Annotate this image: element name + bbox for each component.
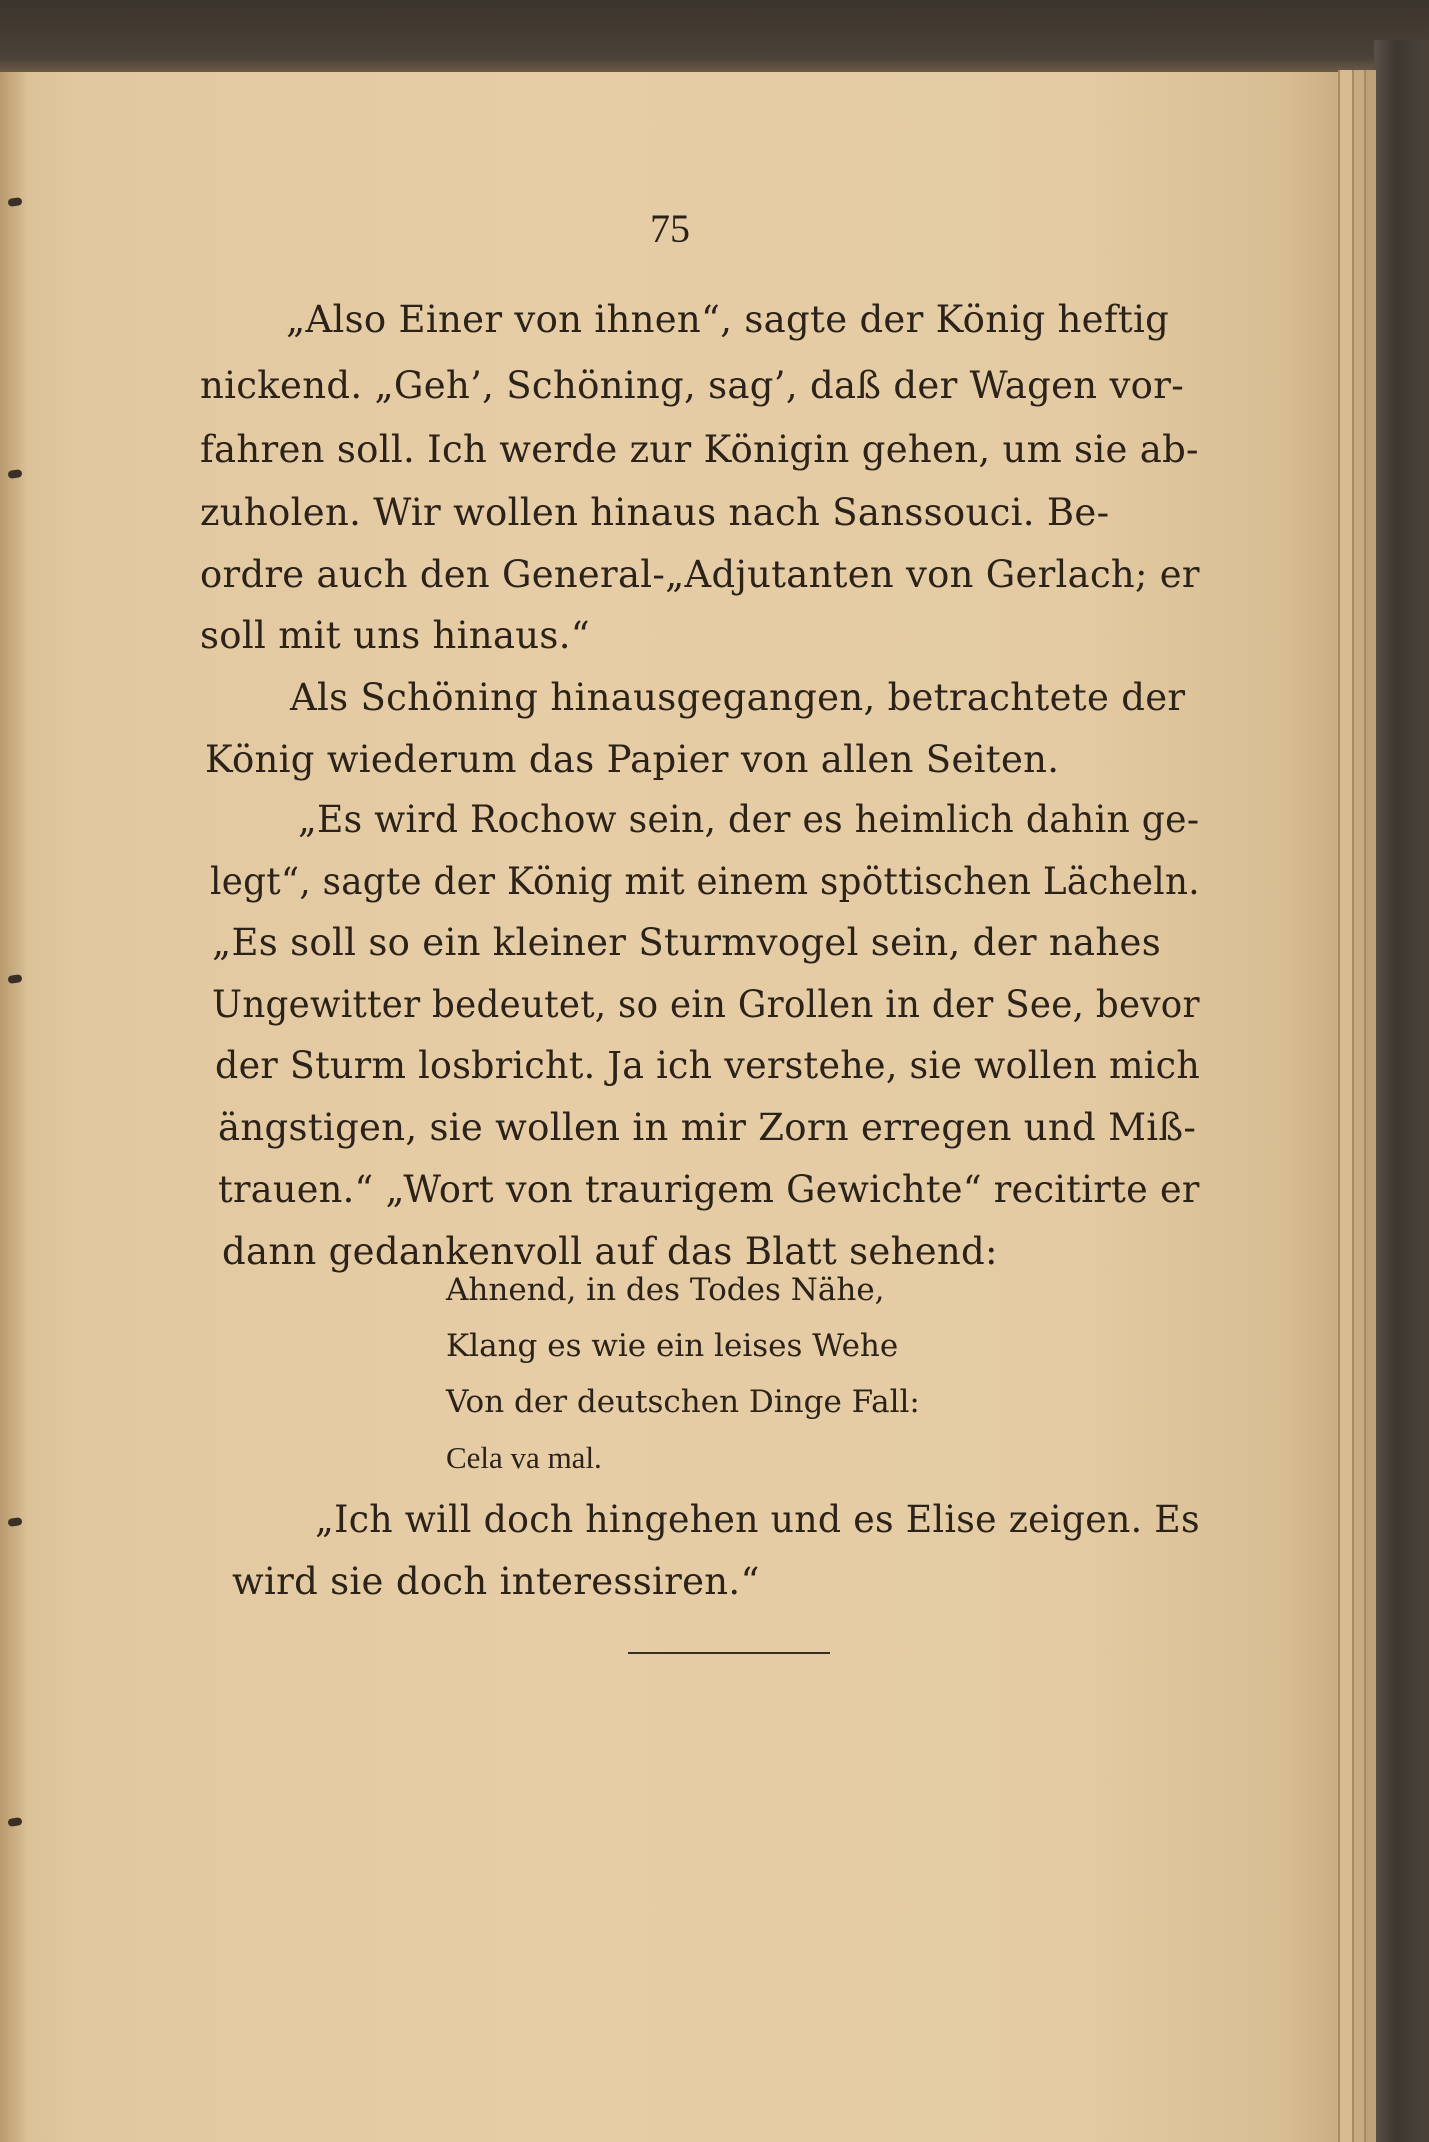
top-cover-strip [0, 0, 1429, 72]
text-line: soll mit uns hinaus.“ [200, 614, 590, 657]
text-line: Als Schöning hinausgegangen, betrachtete der [290, 676, 1186, 719]
text-line: „Ich will doch hingehen und es Elise zeigen. Es [315, 1498, 1200, 1541]
section-end-rule [628, 1652, 830, 1654]
text-line: „Also Einer von ihnen“, sagte der König heftig [286, 298, 1170, 341]
page-number: 75 [650, 206, 690, 251]
text-line: legt“, sagte der König mit einem spöttischen Lächeln. [210, 860, 1200, 903]
verse-line: Ahnend, in des Todes Nähe, [446, 1272, 885, 1308]
verse-line: Klang es wie ein leises Wehe [446, 1328, 899, 1364]
text-line: der Sturm losbricht. Ja ich verstehe, sie wollen mich [215, 1044, 1201, 1087]
text-line: dann gedankenvoll auf das Blatt sehend: [222, 1230, 998, 1273]
text-line: ordre auch den General-„Adjutanten von Gerlach; er [200, 553, 1200, 596]
text-line: nickend. „Geh’, Schöning, sag’, daß der Wagen vor- [200, 364, 1185, 407]
book-spine-band [1374, 40, 1429, 2142]
text-line: ängstigen, sie wollen in mir Zorn erregen und Miß- [218, 1106, 1197, 1149]
text-line: „Es soll so ein kleiner Sturmvogel sein, der nahes [212, 921, 1161, 964]
verse-line: Von der deutschen Dinge Fall: [446, 1384, 920, 1420]
text-line: Ungewitter bedeutet, so ein Grollen in der See, bevor [212, 983, 1200, 1026]
verse-line: Cela va mal. [446, 1440, 602, 1475]
text-line: zuholen. Wir wollen hinaus nach Sanssouci. Be- [200, 491, 1110, 534]
text-line: „Es wird Rochow sein, der es heimlich dahin ge- [298, 798, 1200, 841]
text-line: König wiederum das Papier von allen Seiten. [205, 738, 1060, 781]
page-gutter-shadow [0, 72, 28, 2142]
text-line: wird sie doch interessiren.“ [232, 1560, 760, 1603]
page-edge [1364, 70, 1376, 2142]
text-line: fahren soll. Ich werde zur Königin gehen, um sie ab- [200, 428, 1199, 471]
text-line: trauen.“ „Wort von traurigem Gewichte“ recitirte er [218, 1168, 1200, 1211]
